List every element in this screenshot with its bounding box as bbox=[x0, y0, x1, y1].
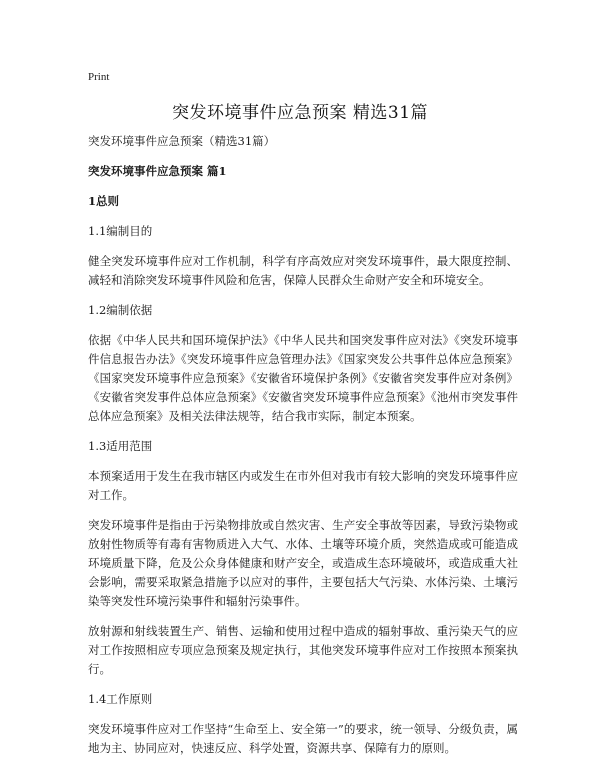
section-heading-1-1: 1.1编制目的 bbox=[88, 224, 153, 238]
document-title: 突发环境事件应急预案 精选31篇 bbox=[171, 103, 429, 123]
section-heading-1-3: 1.3适用范围 bbox=[88, 439, 153, 453]
section-1-3-paragraph-1: 本预案适用于发生在我市辖区内或发生在市外但对我市有较大影响的突发环境事件应对工作。 bbox=[88, 469, 518, 502]
document-content bbox=[88, 132, 518, 769]
section-heading-1-2: 1.2编制依据 bbox=[88, 303, 153, 317]
section-heading-1-4: 1.4工作原则 bbox=[88, 692, 153, 706]
section-1-2-paragraph: 依据《中华人民共和国环境保护法》《中华人民共和国突发事件应对法》《突发环境事件信息报告办法》《突发环境事件应急管理办法》《国家突发公共事件总体应急预案》《国家突发环境事件应急预案》《安徽省环境保护条例》《安徽省突发事件应对条例》《安徽省突发事件总体应急预案》《安徽省突发环境事件应急预案》《池州市突发事件总体应急预案》及相关法律法规等，结合我市实际，制定本预案。 bbox=[88, 333, 518, 423]
section-1-1-paragraph: 健全突发环境事件应对工作机制，科学有序高效应对突发环境事件，最大限度控制、减轻和消除突发环境事件风险和危害，保障人民群众生命财产安全和环境安全。 bbox=[88, 254, 518, 287]
part-heading: 突发环境事件应急预案 篇1 bbox=[88, 164, 227, 178]
section-1-3-paragraph-3: 放射源和射线装置生产、销售、运输和使用过程中造成的辐射事故、重污染天气的应对工作按照相应专项应急预案及规定执行，其他突发环境事件应对工作按照本预案执行。 bbox=[88, 624, 518, 676]
print-label[interactable]: Print bbox=[88, 71, 110, 83]
section-1-4-paragraph: 突发环境事件应对工作坚持“生命至上、安全第一”的要求，统一领导、分级负责，属地为主、协同应对，快速反应、科学处置，资源共享、保障有力的原则。 bbox=[88, 722, 518, 755]
general-heading: 1总则 bbox=[88, 194, 120, 208]
section-1-3-paragraph-2: 突发环境事件是指由于污染物排放或自然灾害、生产安全事故等因素，导致污染物或放射性物质等有毒有害物质进入大气、水体、土壤等环境介质，突然造成或可能造成环境质量下降，危及公众身体健康和财产安全，或造成生态环境破坏，或造成重大社会影响，需要采取紧急措施予以应对的事件，主要包括大气污染、水体污染、土壤污染等突发性环境污染事件和辐射污染事件。 bbox=[88, 518, 518, 608]
document-subtitle: 突发环境事件应急预案（精选31篇） bbox=[88, 134, 276, 148]
